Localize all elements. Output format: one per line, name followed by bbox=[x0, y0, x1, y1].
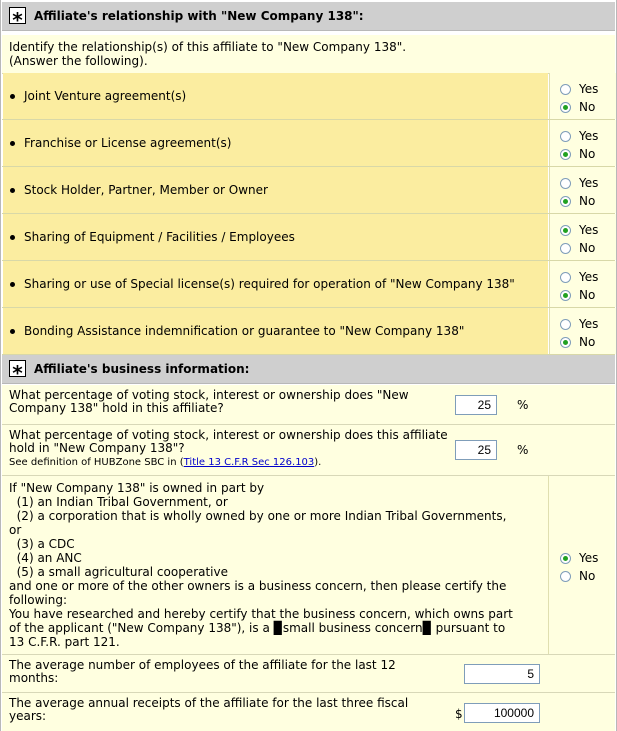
tribal-certification-row bbox=[2, 476, 615, 655]
answer-yes[interactable] bbox=[560, 270, 598, 284]
question-label: Sharing or use of Special license(s) required for operation of "New Company 138" bbox=[24, 277, 515, 291]
certification-line: (4) an ANC bbox=[9, 551, 82, 565]
radio-yes[interactable] bbox=[560, 178, 571, 189]
answer-no[interactable] bbox=[560, 100, 595, 114]
answer-no[interactable] bbox=[560, 335, 595, 349]
employee-count-row bbox=[2, 655, 615, 693]
answer-no[interactable] bbox=[560, 288, 595, 302]
bullet-icon bbox=[10, 329, 15, 334]
yes-label: Yes bbox=[579, 176, 599, 190]
radio-yes[interactable] bbox=[560, 319, 571, 330]
answer-cell bbox=[549, 308, 616, 354]
radio-no[interactable] bbox=[560, 196, 571, 207]
answer-no[interactable] bbox=[560, 241, 595, 255]
relationship-question-row bbox=[2, 167, 615, 214]
answer-cell bbox=[549, 167, 616, 213]
answer-yes[interactable] bbox=[560, 82, 598, 96]
asterisk-icon: * bbox=[9, 360, 26, 377]
instructions-line-2: (Answer the following). bbox=[9, 54, 148, 68]
bullet-icon bbox=[10, 188, 15, 193]
question-cell bbox=[3, 120, 548, 166]
relationship-question-row bbox=[2, 261, 615, 308]
hubzone-definition-link[interactable]: Title 13 C.F.R Sec 126.103 bbox=[183, 457, 315, 468]
relationship-question-row bbox=[2, 73, 615, 120]
question-cell bbox=[3, 73, 548, 119]
ownership-by-affiliate-text: What percentage of voting stock, interest or ownership does this affiliate hold in "New Company 138"? bbox=[9, 428, 448, 455]
ownership-by-company-input[interactable] bbox=[455, 395, 497, 415]
no-label: No bbox=[579, 147, 596, 161]
radio-yes[interactable] bbox=[560, 553, 571, 564]
hubzone-note bbox=[9, 457, 321, 468]
business-section-title: Affiliate's business information: bbox=[34, 362, 250, 376]
radio-no[interactable] bbox=[560, 337, 571, 348]
question-label: Bonding Assistance indemnification or guarantee to "New Company 138" bbox=[24, 324, 465, 338]
percent-sign: % bbox=[517, 398, 529, 412]
answer-cell bbox=[549, 261, 616, 307]
radio-no[interactable] bbox=[560, 290, 571, 301]
question-label: Sharing of Equipment / Facilities / Employees bbox=[24, 230, 295, 244]
no-label: No bbox=[579, 241, 596, 255]
yes-label: Yes bbox=[579, 317, 599, 331]
certification-line: If "New Company 138" is owned in part by bbox=[9, 481, 265, 495]
ownership-by-affiliate-question bbox=[9, 429, 449, 469]
certification-line: of the applicant ("New Company 138"), is a ▉small business concern▉ pursuant to bbox=[9, 621, 506, 635]
tribal-certification-text bbox=[9, 481, 544, 649]
yes-label: Yes bbox=[579, 223, 599, 237]
question-cell bbox=[3, 308, 548, 354]
no-label: No bbox=[579, 569, 596, 583]
employee-count-question: The average number of employees of the affiliate for the last 12 months: bbox=[9, 658, 396, 685]
bullet-icon bbox=[10, 282, 15, 287]
radio-no[interactable] bbox=[560, 571, 571, 582]
certification-line: (5) a small agricultural cooperative bbox=[9, 565, 228, 579]
ownership-by-affiliate-row bbox=[2, 425, 615, 476]
note-prefix: See definition of HUBZone SBC in ( bbox=[9, 457, 184, 468]
no-label: No bbox=[579, 335, 596, 349]
answer-yes[interactable] bbox=[560, 176, 598, 190]
currency-sign: $ bbox=[455, 707, 463, 721]
tribal-certification-yes[interactable] bbox=[560, 551, 598, 565]
annual-receipts-input[interactable] bbox=[464, 703, 540, 723]
relationship-instructions bbox=[2, 35, 615, 74]
answer-yes[interactable] bbox=[560, 223, 598, 237]
business-section-header bbox=[2, 355, 615, 384]
answer-yes[interactable] bbox=[560, 129, 598, 143]
radio-yes[interactable] bbox=[560, 131, 571, 142]
annual-receipts-question: The average annual receipts of the affiliate for the last three fiscal years: bbox=[9, 696, 409, 723]
ownership-by-company-row bbox=[2, 385, 615, 425]
note-suffix: ). bbox=[314, 457, 322, 468]
question-label: Franchise or License agreement(s) bbox=[24, 136, 232, 150]
no-label: No bbox=[579, 100, 596, 114]
certification-line: following: bbox=[9, 593, 67, 607]
employee-count-input[interactable] bbox=[464, 664, 540, 684]
ownership-by-company-question: What percentage of voting stock, interest or ownership does "New Company 138" hold in this affiliate? bbox=[9, 388, 409, 415]
asterisk-icon: * bbox=[9, 7, 26, 24]
question-cell bbox=[3, 167, 548, 213]
yes-label: Yes bbox=[579, 270, 599, 284]
relationship-section-title: Affiliate's relationship with "New Company 138": bbox=[34, 9, 364, 23]
column-divider bbox=[548, 476, 549, 654]
radio-no[interactable] bbox=[560, 243, 571, 254]
yes-label: Yes bbox=[579, 129, 599, 143]
question-label: Joint Venture agreement(s) bbox=[24, 89, 187, 103]
bullet-icon bbox=[10, 235, 15, 240]
answer-cell bbox=[549, 120, 616, 166]
question-cell bbox=[3, 214, 548, 260]
ownership-by-affiliate-input[interactable] bbox=[455, 440, 497, 460]
radio-yes[interactable] bbox=[560, 272, 571, 283]
answer-yes[interactable] bbox=[560, 317, 598, 331]
certification-line: 13 C.F.R. part 121. bbox=[9, 635, 120, 649]
certification-line: and one or more of the other owners is a business concern, then please certify the bbox=[9, 579, 507, 593]
yes-label: Yes bbox=[579, 551, 599, 565]
relationship-question-row bbox=[2, 120, 615, 167]
certification-line: or bbox=[9, 523, 22, 537]
instructions-line-1: Identify the relationship(s) of this affiliate to "New Company 138". bbox=[9, 40, 407, 54]
relationship-question-row bbox=[2, 214, 615, 261]
question-cell bbox=[3, 261, 548, 307]
radio-yes[interactable] bbox=[560, 225, 571, 236]
bullet-icon bbox=[10, 141, 15, 146]
radio-yes[interactable] bbox=[560, 84, 571, 95]
no-label: No bbox=[579, 288, 596, 302]
certification-line: (3) a CDC bbox=[9, 537, 75, 551]
certification-line: (2) a corporation that is wholly owned by one or more Indian Tribal Governments, bbox=[9, 509, 507, 523]
percent-sign: % bbox=[517, 443, 529, 457]
relationship-section-header bbox=[2, 2, 615, 31]
bullet-icon bbox=[10, 94, 15, 99]
answer-no[interactable] bbox=[560, 147, 595, 161]
tribal-certification-no[interactable] bbox=[560, 569, 595, 583]
no-label: No bbox=[579, 194, 596, 208]
answer-cell bbox=[549, 214, 616, 260]
yes-label: Yes bbox=[579, 82, 599, 96]
answer-no[interactable] bbox=[560, 194, 595, 208]
certification-line: (1) an Indian Tribal Government, or bbox=[9, 495, 228, 509]
question-label: Stock Holder, Partner, Member or Owner bbox=[24, 183, 268, 197]
annual-receipts-row bbox=[2, 693, 615, 731]
radio-no[interactable] bbox=[560, 149, 571, 160]
certification-line: You have researched and hereby certify that the business concern, which owns part bbox=[9, 607, 513, 621]
radio-no[interactable] bbox=[560, 102, 571, 113]
relationship-question-row bbox=[2, 308, 615, 355]
answer-cell bbox=[549, 73, 616, 119]
